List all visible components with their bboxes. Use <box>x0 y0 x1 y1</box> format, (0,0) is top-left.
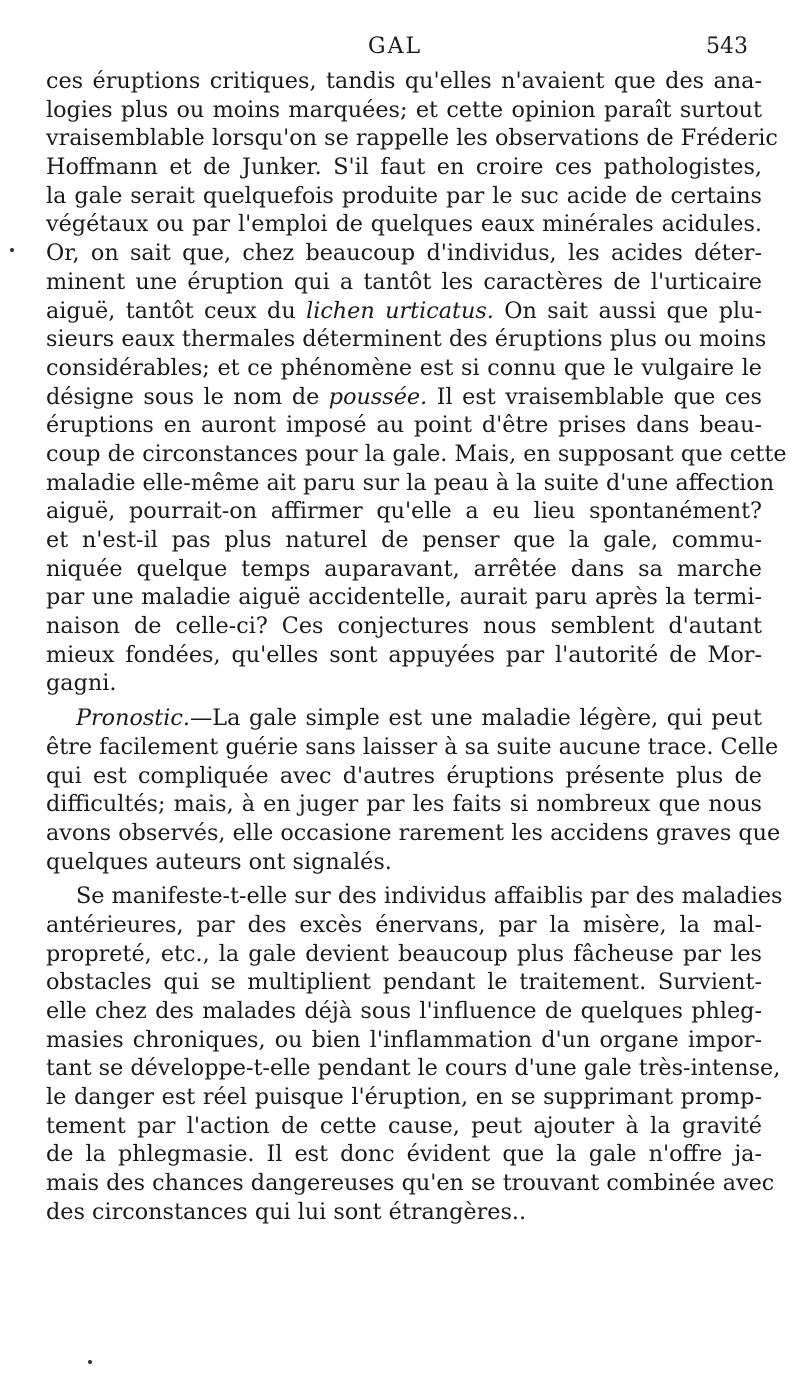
print-speck <box>88 1360 92 1364</box>
text-line: elle chez des malades déjà sous l'influence de quelques phleg- <box>46 998 762 1024</box>
text-line <box>46 383 762 412</box>
text-line: niquée quelque temps auparavant, arrêtée dans sa marche <box>46 555 762 582</box>
text-segment: désigne sous le nom de <box>46 383 329 410</box>
text-line: sieurs eaux thermales déterminent des éruptions plus ou moins <box>46 326 767 353</box>
text-line: antérieures, par des excès énervans, par la misère, la mal- <box>46 911 762 938</box>
text-line: considérables; et ce phénomène est si connu que le vulgaire le <box>46 354 762 381</box>
text-line: quelques auteurs ont signalés. <box>46 848 392 875</box>
text-line: difficultés; mais, à en juger par les faits si nombreux que nous <box>46 791 762 818</box>
text-line: maladie elle-même ait paru sur la peau à la suite d'une affection <box>46 469 775 496</box>
page-number: 543 <box>706 34 748 59</box>
text-line: ces éruptions critiques, tandis qu'elles n'avaient que des ana- <box>46 68 762 94</box>
text-line <box>46 297 762 326</box>
text-segment: aiguë, tantôt ceux du <box>46 297 307 324</box>
text-line: minent une éruption qui a tantôt les caractères de l'urticaire <box>46 268 762 295</box>
paragraph-complications <box>46 882 783 1226</box>
text-line: mieux fondées, qu'elles sont appuyées par l'autorité de Mor- <box>46 641 762 668</box>
text-line: aiguë, pourrait-on affirmer qu'elle a eu lieu spontanément? <box>46 498 762 525</box>
text-line: et n'est-il pas plus naturel de penser que la gale, commu- <box>46 527 762 553</box>
text-line: la gale serait quelquefois produite par le suc acide de certains <box>46 182 762 209</box>
text-line: gagni. <box>46 670 117 697</box>
text-line: naison de celle-ci? Ces conjectures nous semblent d'autant <box>46 613 762 640</box>
text-line: des circonstances qui lui sont étrangères.. <box>46 1198 527 1225</box>
italic-term: poussée. <box>328 383 428 410</box>
running-head <box>0 34 800 64</box>
running-title: GAL <box>368 34 423 59</box>
text-line: tant se développe-t-elle pendant le cours d'une gale très-intense, <box>46 1055 781 1082</box>
italic-term: Pronostic. <box>76 705 190 732</box>
text-line: obstacles qui se multiplient pendant le traitement. Survient- <box>46 969 762 996</box>
paragraph-pronostic <box>46 704 781 876</box>
text-line: qui est compliquée avec d'autres éruptions présente plus de <box>46 762 762 789</box>
text-segment: Il est vraisemblable que ces <box>427 383 762 410</box>
text-line: être facilement guérie sans laisser à sa suite aucune trace. Celle <box>46 733 779 760</box>
body-text <box>46 67 787 1227</box>
text-line: vraisemblable lorsqu'on se rappelle les observations de Fréderic <box>46 125 778 152</box>
text-line: de la phlegmasie. Il est donc évident que la gale n'offre ja- <box>46 1141 762 1168</box>
text-line: le danger est réel puisque l'éruption, en se supprimant promp- <box>46 1084 762 1111</box>
text-segment: —La gale simple est une maladie légère, qui peut <box>189 705 762 732</box>
italic-term: lichen urticatus. <box>306 297 494 324</box>
text-line: propreté, etc., la gale devient beaucoup plus fâcheuse par les <box>46 940 762 967</box>
paragraph-contagion-discussion <box>46 67 787 698</box>
text-segment: On sait aussi que plu- <box>493 297 763 324</box>
text-line: éruptions en auront imposé au point d'être prises dans beau- <box>46 412 762 439</box>
text-line: mais des chances dangereuses qu'en se trouvant combinée avec <box>46 1170 775 1197</box>
text-line: Or, on sait que, chez beaucoup d'individus, les acides déter- <box>46 240 762 267</box>
print-speck <box>10 248 14 252</box>
text-line: masies chroniques, ou bien l'inflammation d'un organe impor- <box>46 1026 762 1053</box>
text-line: tement par l'action de cette cause, peut ajouter à la gravité <box>46 1112 762 1139</box>
text-line: coup de circonstances pour la gale. Mais, en supposant que cette <box>46 440 787 467</box>
text-line: avons observés, elle occasione rarement les accidens graves que <box>46 819 781 846</box>
text-line: Hoffmann et de Junker. S'il faut en croire ces pathologistes, <box>46 154 762 181</box>
text-line: végétaux ou par l'emploi de quelques eaux minérales acidules. <box>46 211 762 238</box>
text-line <box>46 704 762 733</box>
text-line: logies plus ou moins marquées; et cette opinion paraît surtout <box>46 96 762 123</box>
text-line: Se manifeste-t-elle sur des individus affaiblis par des maladies <box>76 883 783 910</box>
text-line: par une maladie aiguë accidentelle, aurait paru après la termi- <box>46 584 762 611</box>
